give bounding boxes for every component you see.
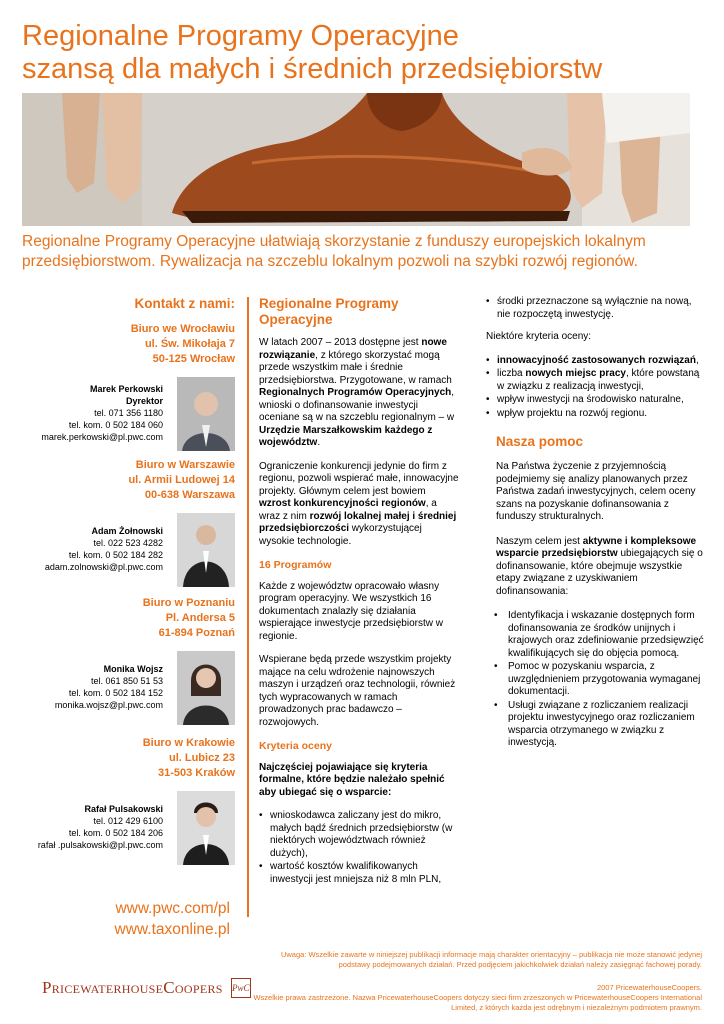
person-email[interactable]: adam.zolnowski@pl.pwc.com <box>44 562 163 572</box>
paragraph-some-criteria: Niektóre kryteria oceny: <box>486 331 592 342</box>
contact-person <box>30 377 235 459</box>
office-street: Pl. Andersa 5 <box>165 612 235 624</box>
pwc-logo <box>42 975 251 1001</box>
list-item: • Identyfikacja i wskazanie dostępnych form dofinansowania ze środków unijnych i krajowych oraz zdefiniowanie przedsięwzięć kwalifikujących się do objęcia pomocą. <box>486 610 706 660</box>
list-item: • wpływ inwestycji na środowisko naturalne, <box>486 394 706 407</box>
services-list <box>486 610 706 750</box>
middle-column <box>259 296 459 896</box>
person-phone: tel. 012 429 6100 <box>93 816 163 826</box>
contact-person <box>30 791 235 873</box>
office-city: 50-125 Wrocław <box>152 353 235 365</box>
footer-copyright <box>250 983 702 1013</box>
list-item: • środki przeznaczone są wyłącznie na nową, nie rozpoczętą inwestycję. <box>486 296 706 321</box>
contact-person <box>30 513 235 595</box>
paragraph-intro: W latach 2007 – 2013 dostępne jest nowe rozwiązanie, z którego skorzystać mogą przede wszystkim małe i średnie przedsiębiorstwa. Przygotowane, w ramach Regionalnych Programów Operacyjnych, wnioski o dofinansowanie inwestycji oceniane są w na szczeblu regionalnym – w Urzędzie Marszałkowskim każdego z województw. <box>259 337 455 448</box>
paragraph-competition: Ograniczenie konkurencji jedynie do firm z regionu, pozwoli wspierać małe, innowacyjne projekty. Głównym celem jest bowiem wzrost konkurencyjności regionów, a wraz z nim rozwój lokalnej małej i średniej przedsiębiorczości wykorzystującej wysokie technologie. <box>259 460 459 547</box>
column-divider <box>247 297 249 917</box>
office-wroclaw <box>30 322 235 459</box>
list-item: • wartość kosztów kwalifikowanych inwestycji jest mniejsza niż 8 mln PLN, <box>259 861 459 886</box>
person-phone: tel. 071 356 1180 <box>94 408 163 418</box>
evaluation-list <box>486 355 706 421</box>
heading-criteria: Kryteria oceny <box>259 740 332 752</box>
paragraph-criteria: Najczęściej pojawiające się kryteria formalne, które będzie należało spełnić aby ubiegać się o wsparcie: <box>259 761 445 798</box>
person-email[interactable]: marek.perkowski@pl.pwc.com <box>41 432 163 442</box>
office-name: Biuro we Wrocławiu <box>130 323 235 335</box>
office-warszawa <box>30 458 235 595</box>
contact-details <box>38 803 163 851</box>
person-role: Dyrektor <box>125 396 163 406</box>
hero-image <box>22 93 690 226</box>
office-city: 61-894 Poznań <box>158 627 235 639</box>
office-name: Biuro w Warszawie <box>135 459 235 471</box>
heading-16-programs: 16 Programów <box>259 559 332 571</box>
footer-disclaimer: Uwaga: Wszelkie zawarte w niniejszej publikacji informacje mają charakter orientacyjny – publikacja nie może stanowić jedynej podstawy podejmowanych działań. Przed podjęciem jakichkolwiek działań należy zasięgnąć fachowej porady. <box>280 950 702 969</box>
paragraph-supported: Wspierane będą przede wszystkim projekty mające na celu wdrożenie najnowszych maszyn i urządzeń oraz technologii, również tych wypracowanych w ramach prowadzonych prac badawczo – rozwojowych. <box>259 654 456 728</box>
title-line-2: szansą dla małych i średnich przedsiębiorstw <box>22 53 603 85</box>
contact-heading: Kontakt z nami: <box>134 296 235 311</box>
heading-nasza-pomoc: Nasza pomoc <box>496 434 584 449</box>
office-city: 00-638 Warszawa <box>144 489 235 501</box>
contact-person <box>30 651 235 733</box>
person-email[interactable]: rafał .pulsakowski@pl.pwc.com <box>37 840 163 850</box>
copyright-text: Wszelkie prawa zastrzeżone. Nazwa PricewaterhouseCoopers dotyczy sieci firm zrzeszonych w PricewaterhouseCoopers International Limited, z których każda jest odrębnym i niezależnym podmiotem prawnym. <box>253 993 702 1012</box>
person-name: Rafał Pulsakowski <box>84 804 163 814</box>
person-mobile: tel. kom. 0 502 184 282 <box>68 550 163 560</box>
person-photo <box>177 791 235 865</box>
person-mobile: tel. kom. 0 502 184 152 <box>68 688 163 698</box>
title-line-1: Regionalne Programy Operacyjne <box>22 20 459 52</box>
list-item: • wpływ projektu na rozwój regionu. <box>486 408 706 421</box>
office-street: ul. Lubicz 23 <box>168 752 235 764</box>
person-phone: tel. 022 523 4282 <box>93 538 163 548</box>
page-title <box>22 20 712 86</box>
contacts-column <box>30 296 235 850</box>
office-poznan <box>30 596 235 733</box>
nasza-pomoc-body <box>486 461 706 598</box>
list-item: • wnioskodawca zaliczany jest do mikro, małych bądź średnich przedsiębiorstw (w niektórych województwach również dużych), <box>259 810 459 860</box>
website-link-pwc[interactable]: www.pwc.com/pl <box>115 900 230 917</box>
person-name: Adam Żołnowski <box>91 526 163 536</box>
copyright-year: 2007 PricewaterhouseCoopers. <box>596 983 702 992</box>
website-link-taxonline[interactable]: www.taxonline.pl <box>114 921 230 938</box>
office-street: ul. Armii Ludowej 14 <box>128 474 235 486</box>
lead-paragraph: Regionalne Programy Operacyjne ułatwiają skorzystanie z funduszy europejskich lokalnym przedsiębiorstwom. Rywalizacja na szczeblu lokalnym pozwoli na szybki rozwój regionów. <box>22 233 646 270</box>
person-photo <box>177 377 235 451</box>
list-item: • Pomoc w pozyskaniu wsparcia, z uwzględnieniem przygotowania wymaganej dokumentacji. <box>486 661 706 699</box>
contact-details <box>45 525 163 573</box>
person-photo <box>177 651 235 725</box>
person-phone: tel. 061 850 51 53 <box>90 676 163 686</box>
person-name: Marek Perkowski <box>89 384 163 394</box>
contact-details <box>55 663 163 711</box>
logo-text: PricewaterhouseCoopers <box>42 978 223 997</box>
person-name: Monika Wojsz <box>103 664 163 674</box>
office-krakow <box>30 736 235 873</box>
paragraph-programs: Każde z województw opracowało własny program operacyjny. We wszystkich 16 dokumentach znalazły się działania wspierające inwestycje przedsiębiorstw w regionie. <box>259 580 443 642</box>
person-photo <box>177 513 235 587</box>
person-email[interactable]: monika.wojsz@pl.pwc.com <box>54 700 163 710</box>
list-item: • innowacyjność zastosowanych rozwiązań, <box>486 355 706 368</box>
office-name: Biuro w Poznaniu <box>142 597 235 609</box>
person-mobile: tel. kom. 0 502 184 060 <box>68 420 163 430</box>
office-street: ul. Św. Mikołaja 7 <box>144 338 235 350</box>
heading-rpo: Regionalne Programy Operacyjne <box>259 296 399 327</box>
list-item: • liczba nowych miejsc pracy, które powstaną w związku z realizacją inwestycji, <box>486 368 706 393</box>
office-city: 31-503 Kraków <box>157 767 235 779</box>
office-name: Biuro w Krakowie <box>142 737 235 749</box>
right-column <box>486 296 706 760</box>
person-mobile: tel. kom. 0 502 184 206 <box>68 828 163 838</box>
criteria-list <box>259 810 459 886</box>
list-item: • Usługi związane z rozliczaniem realizacji projektu inwestycyjnego oraz rozliczaniem wsparcia otrzymanego w związku z inwestycją. <box>486 700 706 750</box>
paragraph-offer: Na Państwa życzenie z przyjemnością podejmiemy się analizy planowanych przez Państwa zadań inwestycyjnych, celem oceny szans na pozyskanie dofinansowania z funduszy strukturalnych. <box>496 461 696 522</box>
website-links <box>60 898 230 940</box>
criteria-list-continued <box>486 296 706 321</box>
logo-mark-icon: PwC <box>231 978 251 998</box>
contact-details <box>41 383 163 443</box>
paragraph-goal: Naszym celem jest aktywne i kompleksowe wsparcie przedsiębiorstw ubiegających się o dofinansowanie, które obejmuje wszystkie etapy związane z uzyskiwaniem dofinansowania: <box>496 535 703 597</box>
